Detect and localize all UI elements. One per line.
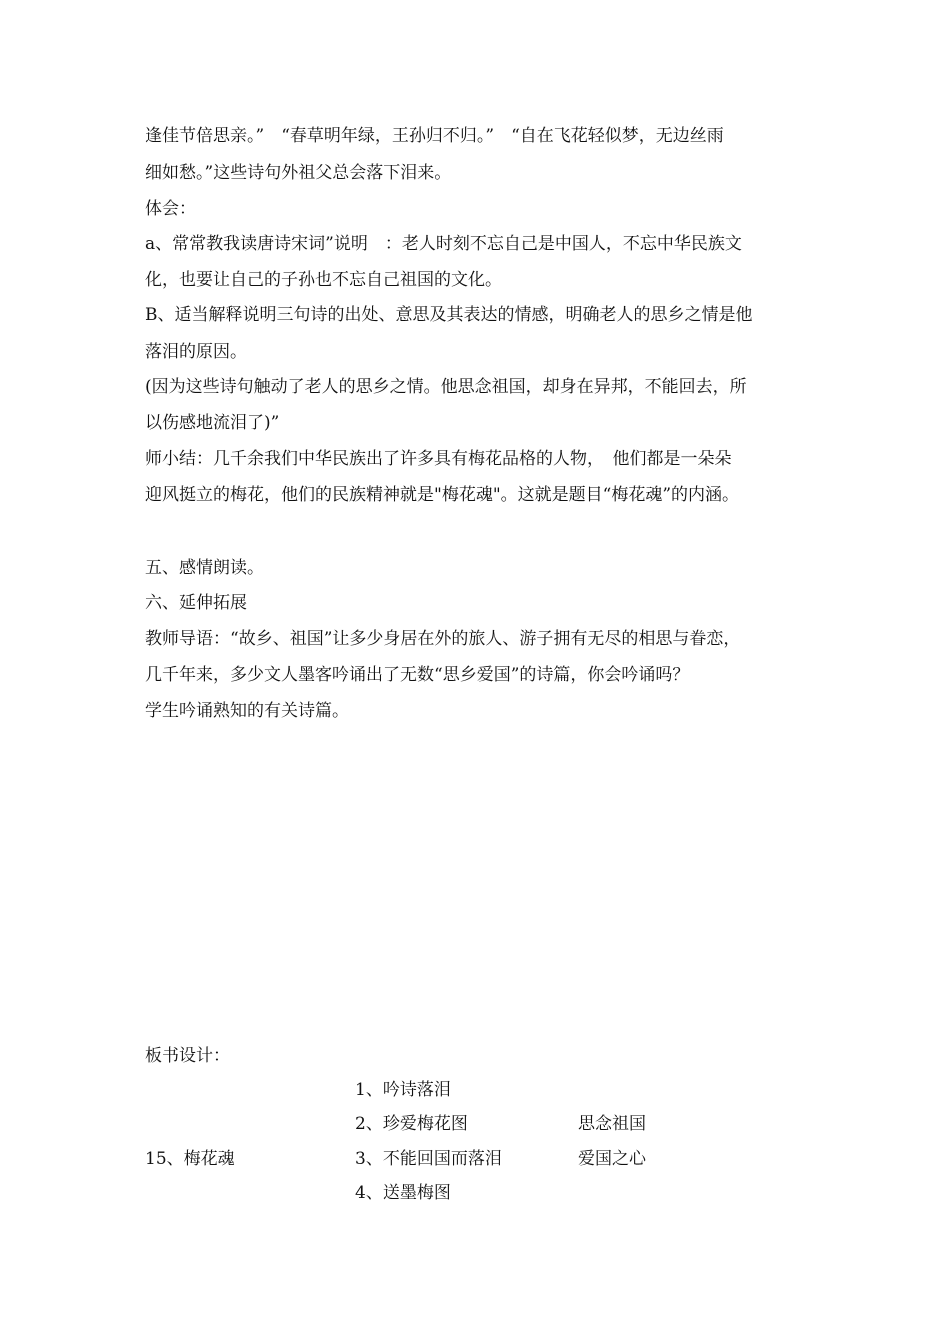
- text-line-3: 体会：: [145, 199, 196, 219]
- board-title: 15、梅花魂: [145, 1149, 235, 1169]
- text-line-10: 师小结：几千余我们中华民族出了许多具有梅花品格的人物， 他们都是一朵朵: [145, 449, 732, 469]
- board-item-2: 2、珍爱梅花图: [355, 1114, 468, 1134]
- text-line-14: 教师导语：“故乡、祖国”让多少身居在外的旅人、游子拥有无尽的相思与眷恋，: [145, 629, 741, 649]
- board-item-3: 3、不能回国而落泪: [355, 1149, 502, 1169]
- text-line-4: a、常常教我读唐诗宋词”说明 ：老人时刻不忘自己是中国人，不忘中华民族文: [145, 234, 742, 254]
- text-line-8: (因为这些诗句触动了老人的思乡之情。他思念祖国，却身在异邦，不能回去，所: [145, 377, 747, 397]
- text-line-9: 以伤感地流泪了)”: [145, 413, 280, 433]
- text-line-2: 细如愁。”这些诗句外祖父总会落下泪来。: [145, 163, 452, 183]
- board-item-4: 4、送墨梅图: [355, 1183, 451, 1203]
- board-heading: 板书设计：: [145, 1046, 230, 1066]
- section-heading-5: 五、感情朗读。: [145, 558, 264, 578]
- text-line-11: 迎风挺立的梅花，他们的民族精神就是"梅花魂"。这就是题目“梅花魂”的内涵。: [145, 485, 740, 505]
- board-item-1: 1、吟诗落泪: [355, 1080, 451, 1100]
- board-theme-2: 爱国之心: [578, 1149, 646, 1169]
- text-line-1: 逢佳节倍思亲。” “春草明年绿，王孙归不归。” “自在飞花轻似梦，无边丝雨: [145, 126, 724, 146]
- text-line-15: 几千年来，多少文人墨客吟诵出了无数“思乡爱国”的诗篇，你会吟诵吗？: [145, 665, 690, 685]
- text-line-16: 学生吟诵熟知的有关诗篇。: [145, 701, 349, 721]
- text-line-5: 化，也要让自己的子孙也不忘自己祖国的文化。: [145, 270, 502, 290]
- board-theme-1: 思念祖国: [578, 1114, 646, 1134]
- section-heading-6: 六、延伸拓展: [145, 593, 247, 613]
- text-line-6: B、适当解释说明三句诗的出处、意思及其表达的情感，明确老人的思乡之情是他: [145, 305, 753, 325]
- text-line-7: 落泪的原因。: [145, 342, 247, 362]
